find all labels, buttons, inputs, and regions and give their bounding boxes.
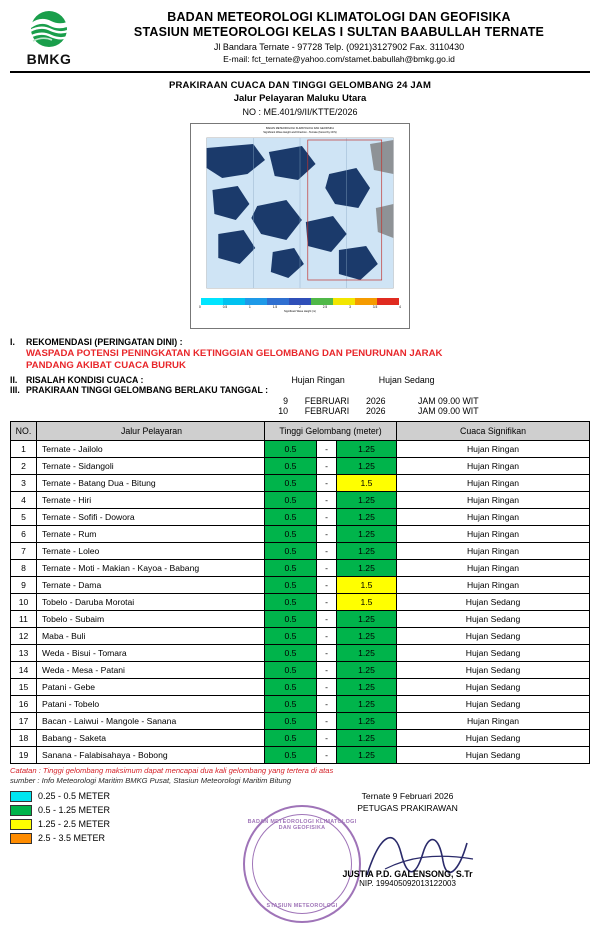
cell-wave-dash: - [317,560,337,577]
signature-name: JUSTIA P.D. GALENSONG, S.Tr [342,869,473,880]
agency-name: BADAN METEOROLOGI KLIMATOLOGI DAN GEOFISIKA [167,10,511,24]
table-row [11,611,590,628]
cell-route: Ternate - Hiri [37,492,265,509]
note-3-number: III. [10,385,20,396]
legend-label: 2.5 - 3.5 METER [38,833,106,844]
cell-wave-low: 0.5 [265,747,317,764]
cell-route: Ternate - Sofifi - Dowora [37,509,265,526]
cell-wave-dash: - [317,458,337,475]
cell-wave-low: 0.5 [265,645,317,662]
cell-no: 13 [11,645,37,662]
cell-wave-high: 1.25 [337,679,397,696]
cell-wave-low: 0.5 [265,543,317,560]
bottom-section [10,789,590,910]
table-row [11,628,590,645]
table-row [11,679,590,696]
cell-wave-high: 1.25 [337,509,397,526]
note-1-number: I. [10,337,15,348]
date-day: 10 [278,406,288,417]
cell-wave-dash: - [317,645,337,662]
cell-route: Ternate - Sidangoli [37,458,265,475]
legend-item [10,803,225,817]
cell-wave-dash: - [317,611,337,628]
cell-route: Ternate - Batang Dua - Bitung [37,475,265,492]
note-item-2 [10,375,590,385]
note-2-label: RISALAH KONDISI CUACA : [26,375,144,386]
table-row [11,713,590,730]
note-item-1 [10,337,590,347]
table-row [11,594,590,611]
cell-weather: Hujan Ringan [397,560,590,577]
legend-swatch [10,819,32,830]
cell-wave-dash: - [317,730,337,747]
map-graphic [193,134,407,296]
legend-item [10,817,225,831]
date-time: JAM 09.00 WIT [418,396,479,407]
forecast-table-body [11,441,590,764]
stamp-top-text: BADAN METEOROLOGI KLIMATOLOGI DAN GEOFISIKA [247,819,357,832]
address-line: Jl Bandara Ternate - 97728 Telp. (0921)3127902 Fax. 3110430 [213,42,465,52]
cell-wave-high: 1.5 [337,594,397,611]
map-legend-ticks: 0 0.5 1 1.5 2 2.5 3 3.5 4 [199,305,401,310]
cell-wave-dash: - [317,526,337,543]
cell-wave-dash: - [317,662,337,679]
cell-wave-dash: - [317,543,337,560]
table-footnote: Catatan : Tinggi gelombang maksimum dapat mencapai dua kali gelombang yang tertera di atas [10,766,334,776]
map-caption-1: BADAN METEOROLOGI KLIMATOLOGI DAN GEOFISIKA [266,127,334,130]
cell-route: Ternate - Jailolo [37,441,265,458]
cell-route: Ternate - Rum [37,526,265,543]
map-canvas [193,134,407,326]
date-month: FEBRUARI [304,406,350,417]
cell-wave-low: 0.5 [265,560,317,577]
cell-wave-high: 1.25 [337,611,397,628]
cell-wave-high: 1.25 [337,560,397,577]
cell-wave-high: 1.25 [337,645,397,662]
cell-wave-high: 1.25 [337,747,397,764]
table-row [11,696,590,713]
cell-no: 4 [11,492,37,509]
cell-weather: Hujan Sedang [397,662,590,679]
cell-no: 19 [11,747,37,764]
map-caption-2: Significant Wave Height and Direction - Ternate (forced by CFS) [263,131,337,135]
cell-weather: Hujan Ringan [397,577,590,594]
cell-no: 14 [11,662,37,679]
cell-wave-high: 1.25 [337,526,397,543]
cell-weather: Hujan Sedang [397,645,590,662]
validity-date-row [266,406,590,416]
col-header-route: Jalur Pelayaran [37,422,265,441]
cell-wave-low: 0.5 [265,526,317,543]
cell-wave-high: 1.25 [337,628,397,645]
cell-wave-high: 1.25 [337,492,397,509]
table-row [11,747,590,764]
legend-item [10,831,225,845]
table-row [11,441,590,458]
document-header [10,8,590,73]
note-3-label: PRAKIRAAN TINGGI GELOMBANG BERLAKU TANGGAL : [26,385,269,396]
cell-weather: Hujan Sedang [397,679,590,696]
cell-no: 18 [11,730,37,747]
bmkg-logo-icon [21,10,77,50]
cell-no: 16 [11,696,37,713]
cell-weather: Hujan Ringan [397,526,590,543]
cell-weather: Hujan Sedang [397,594,590,611]
cell-wave-low: 0.5 [265,475,317,492]
cell-wave-low: 0.5 [265,458,317,475]
col-header-no: NO. [11,422,37,441]
cell-wave-low: 0.5 [265,492,317,509]
cell-weather: Hujan Ringan [397,458,590,475]
early-warning-line-1: WASPADA POTENSI PENINGKATAN KETINGGIAN GELOMBANG DAN PENURUNAN JARAK [26,348,443,360]
cell-no: 3 [11,475,37,492]
bmkg-logo [10,8,88,67]
cell-weather: Hujan Sedang [397,696,590,713]
cell-no: 9 [11,577,37,594]
cell-route: Ternate - Loleo [37,543,265,560]
cell-wave-dash: - [317,713,337,730]
signature-role: PETUGAS PRAKIRAWAN [357,803,458,814]
table-row [11,577,590,594]
cell-no: 12 [11,628,37,645]
cell-no: 1 [11,441,37,458]
cell-wave-high: 1.25 [337,441,397,458]
legend-label: 0.5 - 1.25 METER [38,805,111,816]
cell-weather: Hujan Sedang [397,747,590,764]
note-1-label: REKOMENDASI (PERINGATAN DINI) : [26,337,183,348]
cell-wave-dash: - [317,696,337,713]
map-legend-label: Significant Wave Height (m) [283,310,317,314]
weather-condition-a: Hujan Ringan [291,375,345,386]
forecast-table [10,421,590,764]
cell-wave-dash: - [317,441,337,458]
cell-wave-low: 0.5 [265,628,317,645]
note-2-number: II. [10,375,18,386]
cell-wave-low: 0.5 [265,509,317,526]
legend-swatch [10,805,32,816]
stamp-bottom-text: STASIUN METEOROLOGI [266,903,338,910]
legend-label: 1.25 - 2.5 METER [38,819,111,830]
cell-wave-low: 0.5 [265,713,317,730]
bmkg-logo-text: BMKG [26,51,72,67]
table-row [11,509,590,526]
table-row [11,730,590,747]
date-month: FEBRUARI [304,396,350,407]
cell-wave-high: 1.5 [337,577,397,594]
cell-wave-low: 0.5 [265,594,317,611]
station-name: STASIUN METEOROLOGI KELAS I SULTAN BAABULLAH TERNATE [133,25,545,39]
date-day: 9 [283,396,288,407]
cell-route: Babang - Saketa [37,730,265,747]
table-row [11,662,590,679]
cell-wave-dash: - [317,509,337,526]
cell-no: 17 [11,713,37,730]
cell-route: Weda - Mesa - Patani [37,662,265,679]
cell-wave-low: 0.5 [265,441,317,458]
cell-wave-high: 1.5 [337,475,397,492]
cell-route: Patani - Tobelo [37,696,265,713]
cell-wave-low: 0.5 [265,730,317,747]
cell-route: Ternate - Moti - Makian - Kayoa - Babang [37,560,265,577]
cell-route: Maba - Buli [37,628,265,645]
wave-map-figure [190,123,410,329]
legend-swatch [10,833,32,844]
cell-wave-dash: - [317,475,337,492]
cell-no: 7 [11,543,37,560]
cell-wave-high: 1.25 [337,730,397,747]
cell-route: Patani - Gebe [37,679,265,696]
cell-wave-dash: - [317,628,337,645]
signature-place-date: Ternate 9 Februari 2026 [361,791,454,802]
cell-no: 8 [11,560,37,577]
validity-dates [10,396,590,416]
cell-wave-dash: - [317,492,337,509]
cell-wave-low: 0.5 [265,611,317,628]
table-row [11,458,590,475]
map-legend-colorbar [201,298,399,305]
email-line: E-mail: fct_ternate@yahoo.com/stamet.babullah@bmkg.go.id [223,54,455,64]
legend-item [10,789,225,803]
legend-swatch [10,791,32,802]
cell-wave-high: 1.25 [337,713,397,730]
table-row [11,492,590,509]
cell-route: Tobelo - Subaim [37,611,265,628]
date-year: 2026 [366,406,386,417]
cell-route: Weda - Bisui - Tomara [37,645,265,662]
signature-nip: NIP. 199405092013122003 [359,879,456,889]
date-year: 2026 [366,396,386,407]
notes-section [10,337,590,416]
header-text-block [88,8,590,64]
cell-wave-high: 1.25 [337,662,397,679]
cell-weather: Hujan Ringan [397,492,590,509]
note-item-3 [10,385,590,395]
cell-no: 11 [11,611,37,628]
cell-weather: Hujan Ringan [397,543,590,560]
weather-condition-b: Hujan Sedang [378,375,435,386]
legend-label: 0.25 - 0.5 METER [38,791,111,802]
col-header-wave: Tinggi Gelombang (meter) [265,422,397,441]
table-row [11,560,590,577]
table-row [11,645,590,662]
cell-wave-high: 1.25 [337,458,397,475]
cell-no: 10 [11,594,37,611]
cell-weather: Hujan Ringan [397,713,590,730]
table-row [11,475,590,492]
cell-wave-dash: - [317,747,337,764]
cell-route: Ternate - Dama [37,577,265,594]
cell-wave-dash: - [317,679,337,696]
cell-weather: Hujan Ringan [397,441,590,458]
document-title-block [10,80,590,117]
table-header-row [11,422,590,441]
table-source: sumber : Info Meteorologi Maritim BMKG Pusat, Stasiun Meteorologi Maritim Bitung [10,776,292,786]
early-warning-line-2: PANDANG AKIBAT CUACA BURUK [26,360,186,372]
cell-no: 2 [11,458,37,475]
cell-wave-low: 0.5 [265,662,317,679]
cell-wave-high: 1.25 [337,543,397,560]
cell-weather: Hujan Ringan [397,509,590,526]
cell-wave-low: 0.5 [265,679,317,696]
document-title: PRAKIRAAN CUACA DAN TINGGI GELOMBANG 24 JAM [168,80,432,91]
forecast-table-head [11,422,590,441]
col-header-weather: Cuaca Signifikan [397,422,590,441]
cell-no: 15 [11,679,37,696]
cell-route: Sanana - Falabisahaya - Bobong [37,747,265,764]
cell-weather: Hujan Sedang [397,730,590,747]
cell-route: Tobelo - Daruba Morotai [37,594,265,611]
document-subtitle: Jalur Pelayaran Maluku Utara [233,93,367,104]
cell-no: 6 [11,526,37,543]
cell-wave-dash: - [317,594,337,611]
cell-wave-low: 0.5 [265,577,317,594]
signature-block [225,789,590,910]
date-time: JAM 09.00 WIT [418,406,479,417]
cell-wave-high: 1.25 [337,696,397,713]
cell-weather: Hujan Ringan [397,475,590,492]
cell-route: Bacan - Laiwui - Mangole - Sanana [37,713,265,730]
table-row [11,526,590,543]
cell-weather: Hujan Sedang [397,628,590,645]
cell-wave-dash: - [317,577,337,594]
document-number: NO : ME.401/9/II/KTTE/2026 [242,107,358,117]
table-row [11,543,590,560]
cell-wave-low: 0.5 [265,696,317,713]
wave-height-legend [10,789,225,888]
cell-no: 5 [11,509,37,526]
cell-weather: Hujan Sedang [397,611,590,628]
validity-date-row [266,396,590,406]
